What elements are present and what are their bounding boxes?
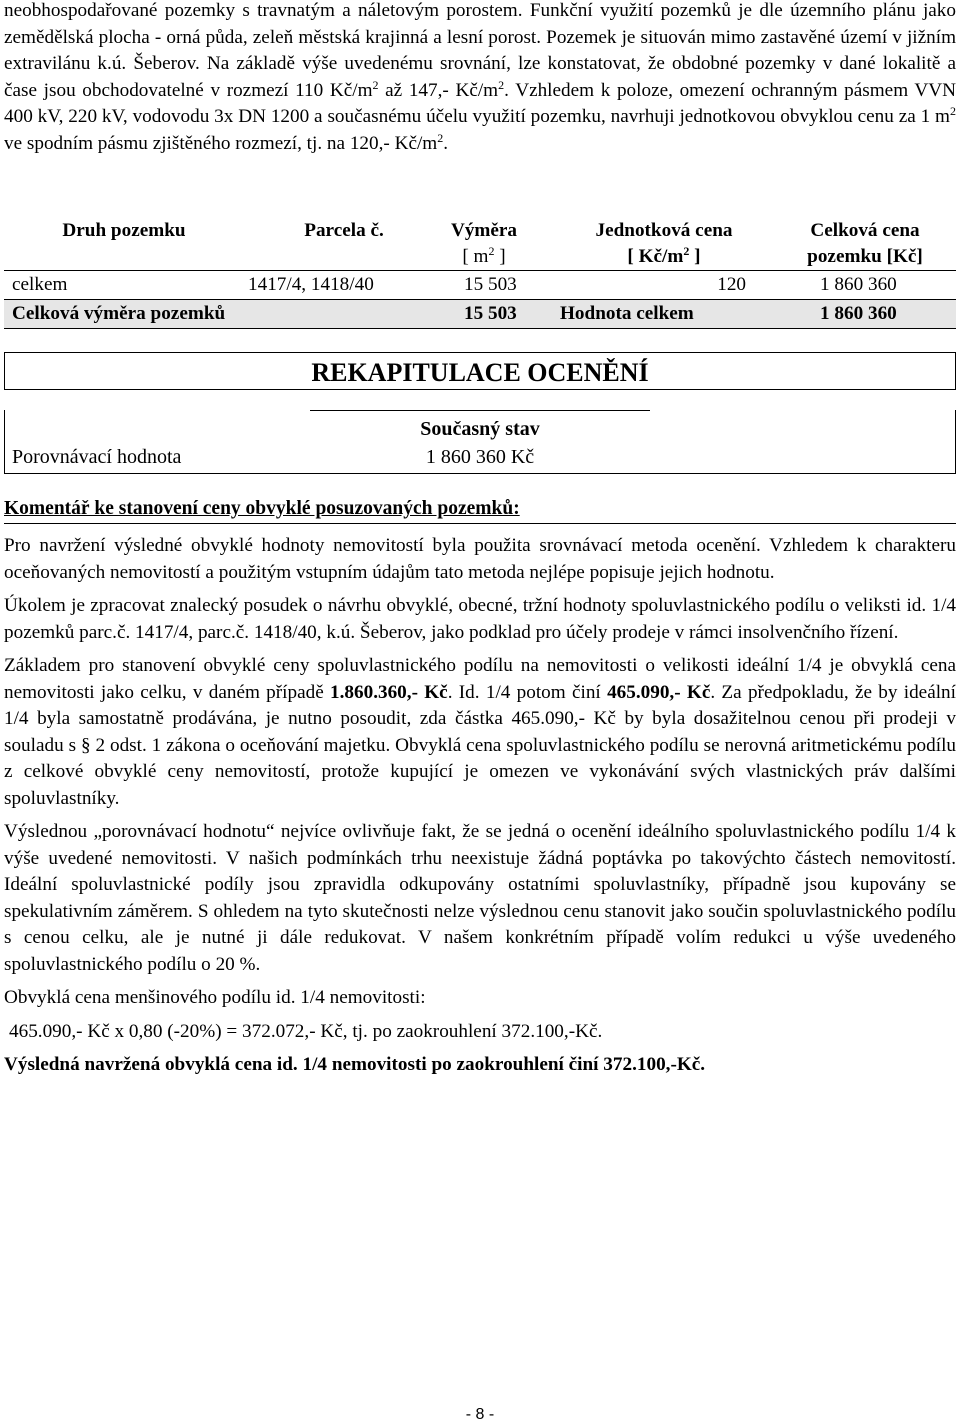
- cell-parcela: 1417/4, 1418/40: [248, 274, 374, 295]
- calculation-line: 465.090,- Kč x 0,80 (-20%) = 372.072,- Kč, tj. po zaokrouhlení 372.100,-Kč.: [9, 1020, 603, 1042]
- recap-row-label: Porovnávací hodnota: [12, 446, 182, 468]
- comment-paragraph-2: Úkolem je zpracovat znalecký posudek o návrhu obvyklé, obecné, tržní hodnoty spoluvlastnického podílu o veliksti id. 1/4 pozemků parc.č. 1417/4, parc.č. 1418/40, k.ú. Šeberov, jako podklad pro účely prodeje v rámci insolvenčního řízení.: [4, 595, 956, 643]
- table-header: [4, 216, 956, 270]
- comment-paragraph-5: Obvyklá cena menšinového podílu id. 1/4 nemovitosti:: [4, 987, 426, 1008]
- total-label: Celková výměra pozemků: [12, 303, 226, 324]
- total-celkova: 1 860 360: [820, 303, 897, 324]
- header-jednotkova: Jednotková cena [ $Kč/m^2$ ]: [595, 220, 733, 267]
- final-result: Výsledná navržená obvyklá cena id. 1/4 nemovitosti po zaokrouhlení činí 372.100,-Kč.: [4, 1054, 706, 1075]
- page-number: - 8 -: [465, 1406, 495, 1423]
- comment-body: [4, 533, 956, 1086]
- comment-paragraph-3: Základem pro stanovení obvyklé ceny spoluvlastnického podílu na nemovitosti o velikosti ideální 1/4 je obvyklá cena nemovitosti jako celku, v daném případě 1.860.360,- Kč. Id. 1/4 potom činí 465.090,- Kč. Za předpokladu, že by ideální 1/4 byla samostatně prodávána, je nutno posoudit, zda částka 465.090,- Kč by byla dosažitelnou cenou při prodeji v souladu s § 2 odst. 1 zákona o oceňování majetku. Obvyklá cena spoluvlastnického podílu se nerovná aritmetickému podílu z celkové obvyklé ceny nemovitostí, protože kupující je omezen ve vykonávání svých vlastnických práv dalšími spoluvlastníky.: [4, 655, 956, 809]
- recap-row-value: 1 860 360 Kč: [425, 446, 535, 468]
- header-parcela: Parcela č.: [304, 220, 384, 241]
- land-valuation-table: [4, 216, 956, 329]
- cell-jednotkova: 120: [717, 274, 746, 295]
- recap-divider: [310, 410, 650, 411]
- header-celkova: Celková cena pozemku [Kč]: [807, 220, 923, 267]
- total-vymera: 15 503: [464, 303, 517, 324]
- comment-paragraph-4: Výslednou „porovnávací hodnotu“ nejvíce ovlivňuje fakt, že se jedná o ocenění ideálního spoluvlastnického podílu 1/4 k výše uvedené nemovitosti. V našich podmínkách trhu neexistuje žádná poptávka po takovýchto částech nemovitostí. Ideální spoluvlastnické podíly jsou zpravidla odkupovány ostatními spoluvlastníky, případně jsou kupovány se spekulativním záměrem. S ohledem na tyto skutečnosti nelze výslednou cenu stanovit jako součin spoluvlastnického podílu s cenou celku, ale je nutné ji dále redukovat. V našem konkrétním případě volím redukci u výše uvedeného spoluvlastnického podílu o 20 %.: [4, 821, 956, 975]
- cell-druh: celkem: [12, 274, 68, 295]
- cell-celkova: 1 860 360: [820, 274, 897, 295]
- recap-title: REKAPITULACE OCENĚNÍ: [311, 358, 649, 387]
- table-total-row: [4, 299, 956, 329]
- comment-paragraph-1: Pro navržení výsledné obvyklé hodnoty nemovitostí byla použita srovnávací metoda ocenění. Vzhledem k charakteru oceňovaných nemovitostí a použitým vstupním údajům tato metoda nejlépe popisuje jejich hodnotu.: [4, 535, 956, 583]
- header-druh: Druh pozemku: [62, 220, 186, 241]
- header-vymera: Výměra [ $m^2$ ]: [450, 220, 518, 267]
- total-hodnota-label: Hodnota celkem: [560, 303, 694, 324]
- intro-paragraph: neobhospodařované pozemky s travnatým a náletovým porostem. Funkční využití pozemků je dle územního plánu jako zemědělská plocha - orná půda, zeleň městská krajinná a lesní porost. Pozemek je situován mimo zastavěné území v jižním extravilánu k.ú. Šeberov. Na základě výše uvedenému srovnání, lze konstatovat, že obdobné pozemky v dané lokalitě a čase jsou obchodovatelné v rozmezí 110 $Kč/m^2$ až 147,- $Kč/m^2$. Vzhledem k poloze, omezení ochranným pásmem VVN 400 kV, 220 kV, vodovodu 3x DN 1200 a současnému účelu využití pozemku, navrhuji jednotkovou obvyklou cenu za 1 $m^2$ ve spodním pásmu zjištěného rozmezí, tj. na 120,- $Kč/m^2$.: [4, 0, 957, 154]
- comment-heading: Komentář ke stanovení ceny obvyklé posuzovaných pozemků:: [4, 496, 956, 524]
- cell-vymera: 15 503: [464, 274, 517, 295]
- table-row: [4, 270, 956, 299]
- recap-column-header: Současný stav: [420, 418, 540, 440]
